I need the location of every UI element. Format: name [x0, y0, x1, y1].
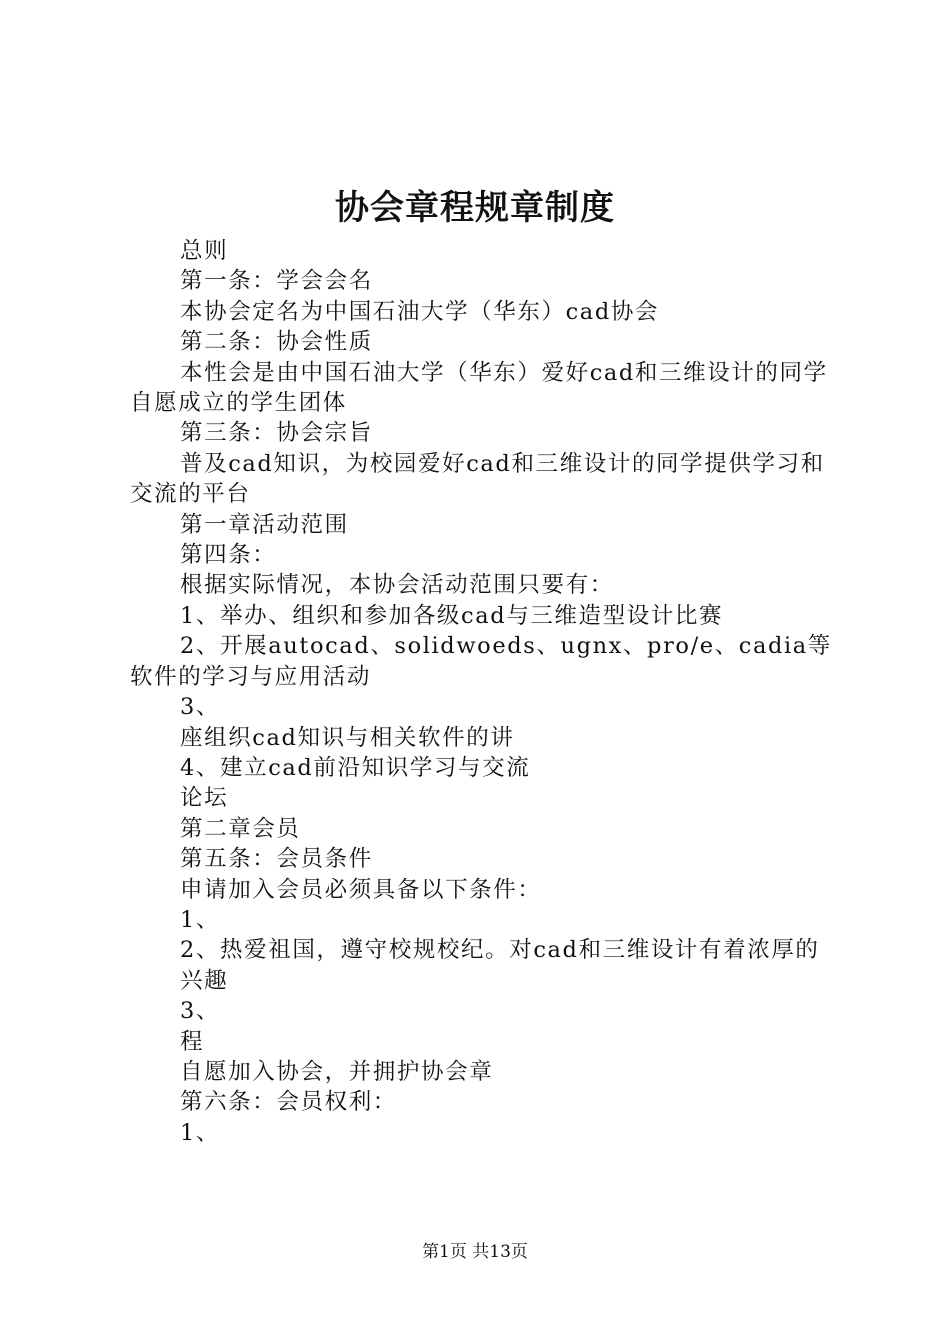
list-item: 3、: [180, 998, 221, 1025]
list-item: 2、热爱祖国，遵守校规校纪。对cad和三维设计有着浓厚的: [180, 937, 820, 964]
list-item: 3、: [180, 694, 221, 721]
document-body: [130, 236, 832, 1148]
article-heading: 第四条：: [180, 542, 277, 569]
list-item: 1、举办、组织和参加各级cad与三维造型设计比赛: [180, 602, 724, 629]
chapter-heading: 第二章会员: [180, 815, 301, 842]
paragraph-line: 座组织cad知识与相关软件的讲: [180, 724, 515, 751]
list-item: 4、建立cad前沿知识学习与交流: [180, 754, 531, 781]
article-heading: 第三条：协会宗旨: [180, 420, 373, 447]
page-number: 第1页 共13页: [422, 1242, 528, 1262]
list-item: 1、: [180, 906, 221, 933]
paragraph-line: 申请加入会员必须具备以下条件：: [180, 876, 542, 903]
paragraph: 本性会是由中国石油大学（华东）爱好cad和三维设计的同学自愿成立的学生团体: [130, 359, 828, 417]
article-heading: 第五条：会员条件: [180, 846, 373, 873]
list-item: 1、: [180, 1119, 221, 1146]
paragraph-line: 本协会定名为中国石油大学（华东）cad协会: [180, 298, 660, 325]
document-title: 协会章程规章制度: [335, 188, 615, 228]
paragraph-line: 程: [180, 1028, 205, 1055]
chapter-heading: 第一章活动范围: [180, 511, 349, 538]
paragraph-line: 根据实际情况，本协会活动范围只要有：: [180, 572, 614, 599]
article-heading: 第一条：学会会名: [180, 268, 373, 295]
list-item: 2、开展autocad、solidwoeds、ugnx、pro/e、cadia等软件的学习与应用活动: [130, 633, 832, 690]
paragraph: 普及cad知识，为校园爱好cad和三维设计的同学提供学习和交流的平台: [130, 450, 825, 508]
section-heading: 总则: [180, 238, 229, 264]
paragraph-line: 兴趣: [180, 967, 229, 994]
paragraph-line: 自愿加入协会，并拥护协会章: [180, 1058, 494, 1085]
article-heading: 第六条：会员权利：: [180, 1089, 397, 1116]
article-heading: 第二条：协会性质: [180, 329, 373, 356]
paragraph-line: 论坛: [180, 785, 229, 812]
